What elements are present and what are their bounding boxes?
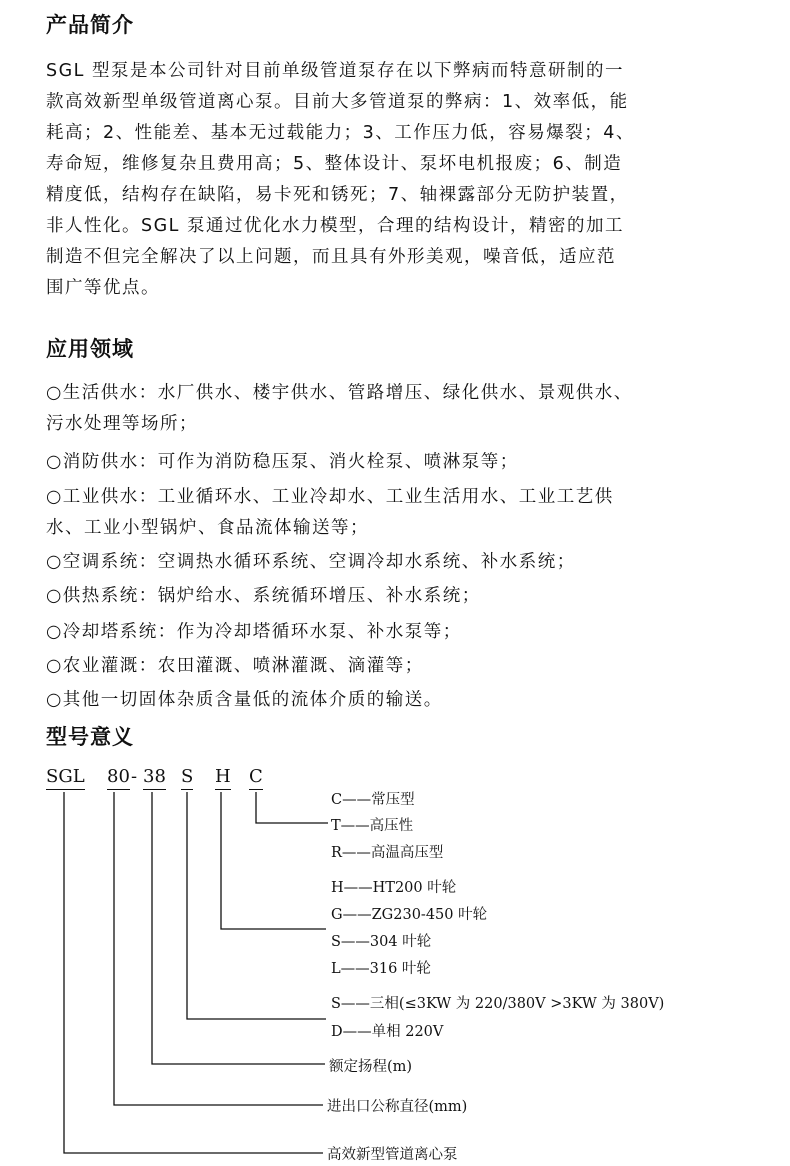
intro-line: 制造不但完全解决了以上问题，而且具有外形美观，噪音低，适应范 [46, 247, 616, 267]
legend-sgl: 高效新型管道离心泵 [327, 1147, 458, 1163]
intro-line: 耗高；2、性能差、基本无过载能力；3、工作压力低，容易爆裂；4、 [46, 123, 635, 143]
intro-line: 精度低，结构存在缺陷，易卡死和锈死；7、轴裸露部分无防护装置， [46, 185, 629, 205]
intro-line: 围广等优点。 [46, 278, 160, 298]
apps-line: ○工业供水：工业循环水、工业冷却水、工业生活用水、工业工艺供 [46, 487, 614, 507]
apps-line: ○空调系统：空调热水循环系统、空调冷却水系统、补水系统； [46, 552, 576, 572]
apps-line: 水、工业小型锅炉、食品流体输送等； [46, 518, 369, 538]
intro-line: 非人性化。SGL 泵通过优化水力模型，合理的结构设计，精密的加工 [46, 216, 624, 236]
apps-line: ○供热系统：锅炉给水、系统循环增压、补水系统； [46, 586, 481, 606]
connector-impeller [221, 792, 326, 929]
apps-line: ○冷却塔系统：作为冷却塔循环水泵、补水泵等； [46, 622, 462, 642]
intro-line: 寿命短，维修复杂且费用高；5、整体设计、泵坏电机报废；6、制造 [46, 154, 623, 174]
legend-impeller-s: S——304 叶轮 [331, 934, 432, 950]
connector-pressure [256, 792, 328, 823]
apps-line: ○生活供水：水厂供水、楼宇供水、管路增压、绿化供水、景观供水、 [46, 383, 633, 403]
connector-size [114, 792, 323, 1105]
legend-head: 额定扬程(m) [329, 1059, 413, 1075]
intro-line: 款高效新型单级管道离心泵。目前大多管道泵的弊病：1、效率低，能 [46, 92, 629, 112]
connector-phase [187, 792, 326, 1019]
model-code-head: 38 [143, 766, 166, 790]
model-code-impeller: H [215, 766, 231, 790]
legend-impeller-l: L——316 叶轮 [331, 961, 431, 977]
legend-phase-s: S——三相(≤3KW 为 220/380V >3KW 为 380V) [331, 996, 665, 1012]
legend-pressure-t: T——高压性 [331, 818, 414, 834]
intro-heading: 产品简介 [46, 12, 134, 37]
model-heading: 型号意义 [46, 724, 134, 749]
apps-heading: 应用领域 [46, 336, 134, 361]
apps-line: ○其他一切固体杂质含量低的流体介质的输送。 [46, 690, 443, 710]
apps-line: ○农业灌溉：农田灌溉、喷淋灌溉、滴灌等； [46, 656, 424, 676]
legend-pressure-r: R——高温高压型 [331, 845, 444, 861]
connector-sgl [64, 792, 323, 1153]
model-code-sgl: SGL [46, 766, 85, 790]
connector-head [152, 792, 325, 1064]
apps-line: ○消防供水：可作为消防稳压泵、消火栓泵、喷淋泵等； [46, 452, 519, 472]
legend-impeller-g: G——ZG230-450 叶轮 [331, 907, 488, 923]
model-code-phase: S [181, 766, 193, 790]
legend-phase-d: D——单相 220V [331, 1024, 444, 1040]
legend-size: 进出口公称直径(mm) [327, 1099, 468, 1115]
model-code-dash: - [131, 766, 138, 787]
model-code-pressure: C [249, 766, 263, 790]
legend-pressure-c: C——常压型 [331, 792, 415, 808]
legend-impeller-h: H——HT200 叶轮 [331, 880, 457, 896]
intro-line: SGL 型泵是本公司针对目前单级管道泵存在以下弊病而特意研制的一 [46, 61, 624, 81]
apps-line: 污水处理等场所； [46, 414, 198, 434]
model-code-size: 80 [107, 766, 130, 790]
